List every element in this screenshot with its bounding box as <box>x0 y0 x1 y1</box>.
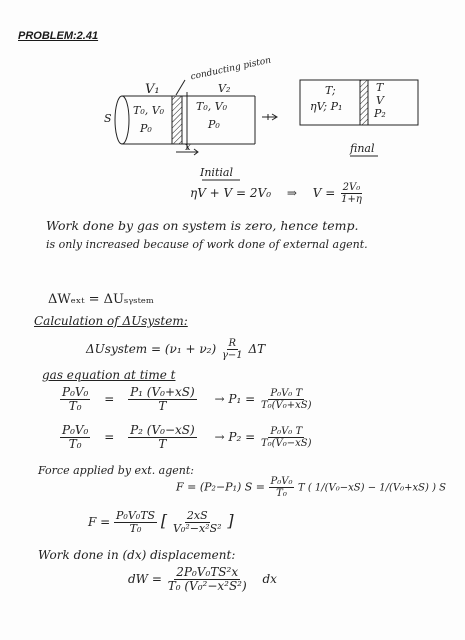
calc-heading: Calculation of ΔUsystem: <box>34 314 188 328</box>
label-right-p: P₀ <box>208 118 220 131</box>
label-initial: Initial <box>200 166 233 179</box>
label-right-state: T₀, V₀ <box>196 100 228 113</box>
label-final: final <box>350 142 375 155</box>
cylinder-left-cap <box>115 96 129 144</box>
work-heading: Work done in (dx) displacement: <box>38 548 236 562</box>
text-line-1: Work done by gas on system is zero, hence temp. <box>46 218 359 233</box>
piston-pointer <box>176 80 185 95</box>
final-piston <box>360 80 368 125</box>
force-heading: Force applied by ext. agent: <box>38 464 195 477</box>
text-line-2: is only increased because of work done of external agent. <box>46 238 368 251</box>
final-right-v: V <box>376 94 384 107</box>
dw-equation: dW = $\frac{\text{2P₀V₀TS²x}}{\text{T₀ (V₀²−x²S²)}}$ dx <box>128 565 277 594</box>
du-equation: ΔUsystem = (ν₁ + ν₂) $\frac{R}{\gamma-1}$ ΔT <box>86 338 266 361</box>
label-v2: V₂ <box>218 82 231 95</box>
gas-heading: gas equation at time t <box>42 368 176 382</box>
conducting-piston <box>172 96 182 144</box>
delta-equation: ΔWₑₓₜ = ΔUₛᵧₛₜₑₘ <box>48 292 154 307</box>
label-left-p: P₀ <box>140 122 152 135</box>
final-right-p: P₂ <box>374 107 386 120</box>
label-left-state: T₀, V₀ <box>133 104 165 117</box>
problem-title: PROBLEM:2.41 <box>18 30 99 42</box>
gas-eq-1: $\frac{\text{P₀V₀}}{\text{T₀}}$ = $\frac{\text{P₁ (V₀+xS)}}{T}$ → P₁ = $\frac{\text{P₀V₀ T}}{\text{T₀(V₀+xS)}}$ <box>62 385 312 414</box>
force-simplified: F = $\frac{\text{P₀V₀TS}}{\text{T₀}}$ [ $\frac{2xS}{\text{V₀²−x²S²}}$ ] <box>88 509 234 536</box>
gas-eq-2: $\frac{\text{P₀V₀}}{\text{T₀}}$ = $\frac{\text{P₂ (V₀−xS)}}{T}$ → P₂ = $\frac{\text{P₀V₀ T}}{\text{T₀(V₀−xS)}}$ <box>62 423 312 452</box>
volume-equation: ηV + V = 2V₀ ⇒ V = $\frac{\text{2V₀}}{1+\eta}$ <box>190 182 362 205</box>
label-v1: V₁ <box>145 82 160 97</box>
force-equation: F = (P₂−P₁) S = $\frac{\text{P₀V₀}}{\text{T₀}}$ T ( 1/(V₀−xS) − 1/(V₀+xS) ) S <box>176 476 447 499</box>
final-right-t: T <box>376 81 384 94</box>
final-left-t: T; <box>325 84 336 97</box>
label-disp: x <box>185 142 191 153</box>
label-piston: conducting piston <box>189 55 273 83</box>
final-left-vp: ηV; P₁ <box>310 100 343 113</box>
label-s: S <box>104 112 112 125</box>
